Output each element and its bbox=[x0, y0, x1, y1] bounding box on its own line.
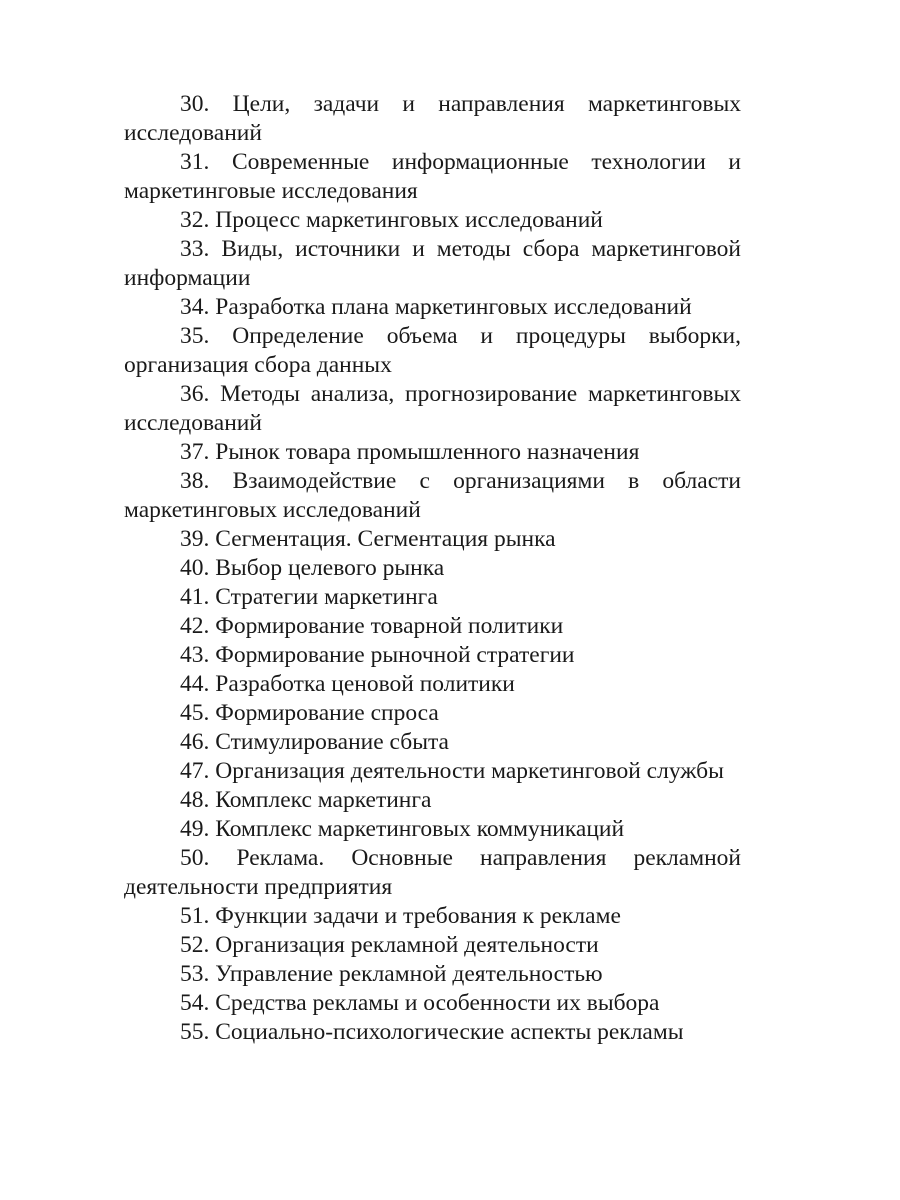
list-item: 32. Процесс маркетинговых исследований bbox=[180, 207, 603, 233]
list-item: 44. Разработка ценовой политики bbox=[180, 671, 515, 697]
list-item: 47. Организация деятельности маркетинговой службы bbox=[180, 758, 724, 784]
list-item: 34. Разработка плана маркетинговых исследований bbox=[180, 294, 692, 320]
list-item: 52. Организация рекламной деятельности bbox=[180, 932, 599, 958]
list-item: 39. Сегментация. Сегментация рынка bbox=[180, 526, 556, 552]
list-item: 41. Стратегии маркетинга bbox=[180, 584, 438, 610]
list-item: 31. Современные информационные технологии и маркетинговые исследования bbox=[124, 149, 741, 204]
list-item: 36. Методы анализа, прогнозирование маркетинговых исследований bbox=[124, 381, 741, 436]
list-item: 50. Реклама. Основные направления рекламной деятельности предприятия bbox=[124, 845, 741, 900]
list-item: 33. Виды, источники и методы сбора маркетинговой информации bbox=[124, 236, 741, 291]
list-item: 43. Формирование рыночной стратегии bbox=[180, 642, 575, 668]
list-item: 42. Формирование товарной политики bbox=[180, 613, 564, 639]
list-item: 38. Взаимодействие с организациями в области маркетинговых исследований bbox=[124, 468, 741, 523]
document-page bbox=[124, 90, 741, 1047]
list-item: 30. Цели, задачи и направления маркетинговых исследований bbox=[124, 91, 741, 146]
list-item: 53. Управление рекламной деятельностью bbox=[180, 961, 603, 987]
list-item: 55. Социально-психологические аспекты рекламы bbox=[180, 1019, 684, 1045]
list-item: 40. Выбор целевого рынка bbox=[180, 555, 445, 581]
list-item: 48. Комплекс маркетинга bbox=[180, 787, 432, 813]
list-item: 45. Формирование спроса bbox=[180, 700, 439, 726]
list-item: 51. Функции задачи и требования к рекламе bbox=[180, 903, 621, 929]
list-item: 35. Определение объема и процедуры выборки, организация сбора данных bbox=[124, 323, 741, 378]
list-item: 54. Средства рекламы и особенности их выбора bbox=[180, 990, 660, 1016]
list-item: 49. Комплекс маркетинговых коммуникаций bbox=[180, 816, 625, 842]
list-item: 46. Стимулирование сбыта bbox=[180, 729, 449, 755]
list-item: 37. Рынок товара промышленного назначения bbox=[180, 439, 640, 465]
